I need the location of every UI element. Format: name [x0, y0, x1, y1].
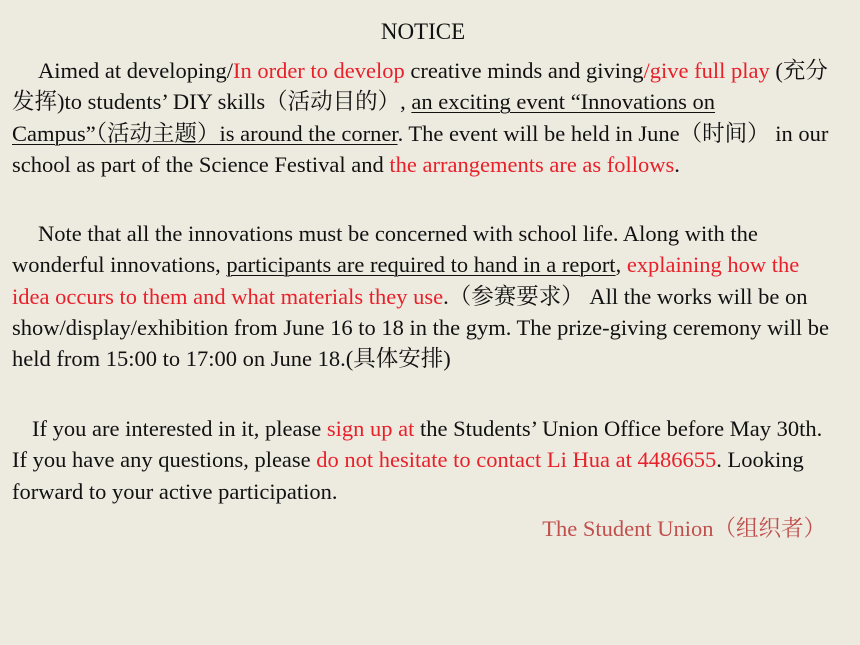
paragraph-purpose: [12, 55, 834, 180]
p3-highlight-contact: do not hesitate to contact Li Hua at 4486655: [316, 447, 717, 473]
paragraph-signup: [12, 413, 834, 507]
p1-text-1: Aimed at developing/: [38, 58, 233, 83]
p3-text-1: If you are interested in it, please: [32, 416, 327, 441]
p3-highlight-sign-up: sign up at: [326, 416, 415, 441]
p1-highlight-arrangements: the arrangements are as follows: [389, 151, 675, 177]
p1-underlined-event: an exciting event “Innovations on Campus”（活动主题）is around the corner: [12, 89, 716, 146]
p2-highlight-explaining: explaining how the idea occurs to them and what materials they use: [12, 252, 800, 309]
p3-text-3: . Looking forward to your active participation.: [12, 447, 804, 504]
signature-organizer: The Student Union（组织者）: [542, 516, 826, 541]
p2-underlined-report: participants are required to hand in a report: [226, 252, 616, 278]
p1-highlight-give-full-play: /give full play: [643, 58, 770, 83]
p1-text-5: .: [674, 151, 680, 177]
p1-highlight-in-order-to-develop: In order to develop: [232, 58, 405, 83]
p1-text-3: (充分发挥)to students’ DIY skills（活动目的）,: [12, 58, 828, 115]
p3-text-2: the Students’ Union Office before May 30th. If you have any questions, please: [12, 416, 823, 473]
p1-text-4: . The event will be held in June（时间） in our school as part of the Science Festival and: [12, 120, 829, 177]
p1-text-2: creative minds and giving: [404, 58, 644, 83]
notice-title: NOTICE: [380, 19, 466, 44]
p2-text-1: Note that all the innovations must be concerned with school life. Along with the wonderful innovations,: [12, 221, 758, 278]
p2-text-2: ,: [615, 252, 627, 278]
paragraph-requirements: [12, 218, 834, 374]
p2-text-3: .（参赛要求） All the works will be on show/display/exhibition from June 16 to 18 in the gym. The prize-giving ceremony will be held from 15:00 to 17:00 on June 18.(具体安排): [12, 283, 829, 372]
